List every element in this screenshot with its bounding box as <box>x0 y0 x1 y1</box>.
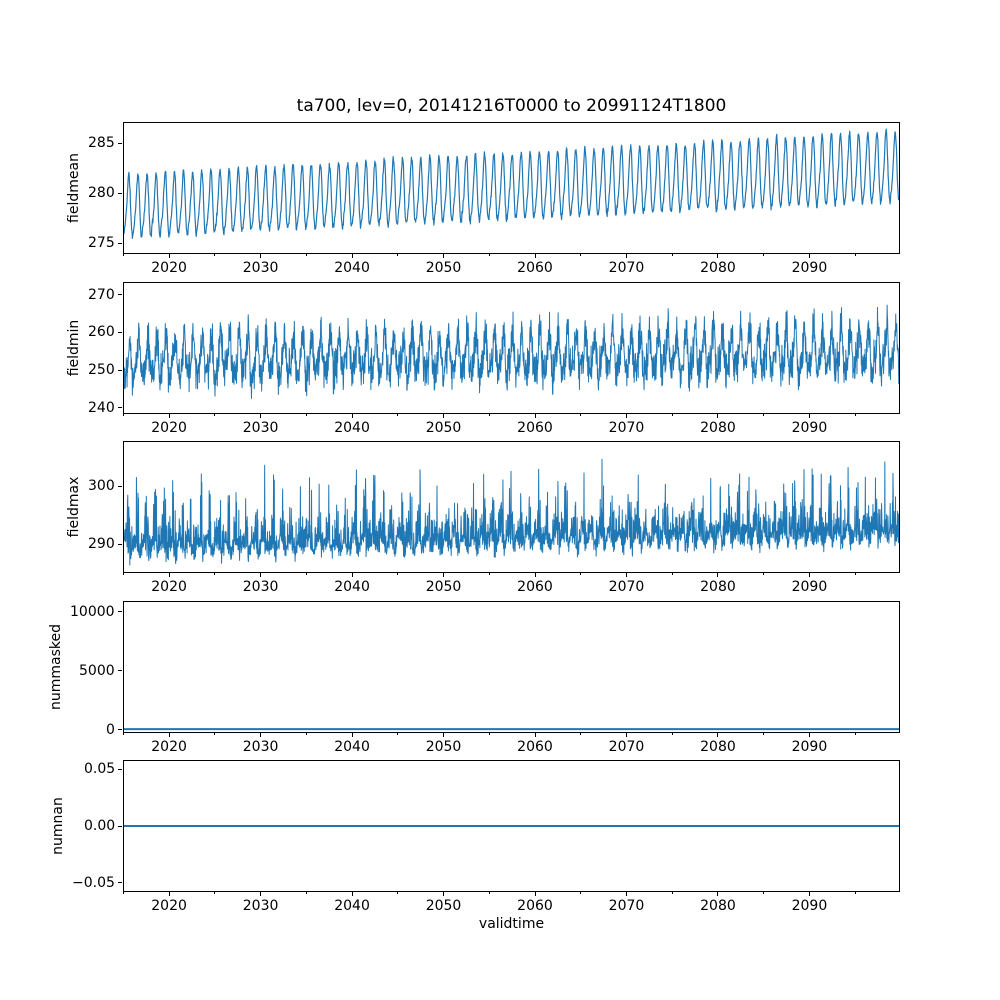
y-tick-label: −0.05 <box>72 874 115 891</box>
x-minor-tick <box>580 254 581 256</box>
x-minor-tick <box>580 414 581 416</box>
x-minor-tick <box>672 573 673 575</box>
x-minor-tick <box>672 892 673 894</box>
x-tick <box>443 414 444 418</box>
x-tick-label: 2080 <box>700 898 736 914</box>
line-series-numnan <box>124 761 899 891</box>
x-minor-tick <box>855 892 856 894</box>
x-tick <box>169 254 170 258</box>
x-tick-label: 2070 <box>608 738 645 755</box>
x-tick <box>260 573 261 577</box>
x-tick-label: 2030 <box>242 419 279 436</box>
x-tick-label: 2050 <box>425 260 462 276</box>
x-tick <box>260 414 261 418</box>
y-tick-label: 285 <box>88 135 115 151</box>
y-tick <box>118 729 122 730</box>
x-minor-tick <box>397 892 398 894</box>
x-tick-label: 2070 <box>608 260 645 276</box>
y-tick <box>118 882 122 883</box>
x-minor-tick <box>672 254 673 256</box>
x-minor-tick <box>855 733 856 735</box>
axes-fieldmin <box>123 282 900 414</box>
x-minor-tick <box>580 573 581 575</box>
y-tick-label: 290 <box>88 536 115 553</box>
x-minor-tick <box>489 573 490 575</box>
x-minor-tick <box>214 892 215 894</box>
y-tick-label: 240 <box>88 399 115 416</box>
x-tick-label: 2090 <box>791 579 828 595</box>
x-tick <box>717 892 718 896</box>
x-minor-tick <box>214 573 215 575</box>
x-tick <box>535 573 536 577</box>
y-axis-label-nummasked: nummasked <box>48 623 64 710</box>
y-tick <box>118 769 122 770</box>
x-tick <box>717 733 718 737</box>
x-minor-tick <box>489 414 490 416</box>
y-tick-label: 10000 <box>70 603 115 620</box>
x-tick-label: 2070 <box>608 419 645 436</box>
x-tick <box>443 254 444 258</box>
x-tick-label: 2030 <box>242 738 279 755</box>
line-series-fieldmin <box>124 283 899 413</box>
chart-title: ta700, lev=0, 20141216T0000 to 20991124T1800 <box>296 96 727 116</box>
x-tick <box>443 892 444 896</box>
x-tick <box>535 892 536 896</box>
x-minor-tick <box>123 414 124 416</box>
y-tick-label: 0.00 <box>84 818 116 834</box>
x-tick-label: 2040 <box>334 260 370 276</box>
x-tick-label: 2050 <box>425 898 462 914</box>
x-tick-label: 2060 <box>517 738 553 755</box>
x-tick <box>626 414 627 418</box>
x-minor-tick <box>489 892 490 894</box>
x-minor-tick <box>672 733 673 735</box>
line-series-fieldmax <box>124 442 899 572</box>
x-minor-tick <box>306 414 307 416</box>
x-tick-label: 2060 <box>517 260 553 276</box>
x-minor-tick <box>489 733 490 735</box>
y-tick-label: 0.05 <box>84 761 116 778</box>
x-tick <box>169 733 170 737</box>
x-tick-label: 2070 <box>608 898 645 914</box>
line-series-nummasked <box>124 602 899 732</box>
x-tick-label: 2040 <box>334 738 370 755</box>
x-tick <box>260 733 261 737</box>
y-tick <box>118 826 122 827</box>
x-tick-label: 2060 <box>517 579 553 595</box>
x-tick <box>809 573 810 577</box>
x-tick <box>443 733 444 737</box>
y-tick-label: 0 <box>106 721 115 738</box>
x-minor-tick <box>855 254 856 256</box>
y-tick <box>118 143 122 144</box>
x-tick-label: 2070 <box>608 579 645 595</box>
y-tick <box>118 544 122 545</box>
y-tick <box>118 332 122 333</box>
x-tick-label: 2050 <box>425 579 462 595</box>
line-series-fieldmean <box>124 123 899 253</box>
axes-fieldmean <box>123 122 900 254</box>
x-tick <box>352 573 353 577</box>
y-tick <box>118 243 122 244</box>
x-tick-label: 2090 <box>791 260 828 276</box>
x-tick-label: 2090 <box>791 898 828 914</box>
y-tick-label: 270 <box>88 286 115 303</box>
x-minor-tick <box>763 414 764 416</box>
x-tick <box>352 733 353 737</box>
axes-nummasked <box>123 601 900 733</box>
x-minor-tick <box>580 892 581 894</box>
x-tick <box>260 254 261 258</box>
x-minor-tick <box>123 892 124 894</box>
y-axis-label-fieldmean: fieldmean <box>66 153 82 223</box>
x-tick <box>443 573 444 577</box>
x-tick-label: 2060 <box>517 898 553 914</box>
y-axis-label-numnan: numnan <box>50 797 66 855</box>
x-tick-label: 2020 <box>151 260 187 276</box>
x-minor-tick <box>489 254 490 256</box>
x-tick-label: 2040 <box>334 419 370 436</box>
x-tick <box>626 573 627 577</box>
y-tick-label: 280 <box>88 185 115 201</box>
x-tick-label: 2040 <box>334 579 370 595</box>
y-tick-label: 250 <box>88 362 115 379</box>
x-minor-tick <box>123 573 124 575</box>
x-tick <box>352 414 353 418</box>
x-minor-tick <box>763 254 764 256</box>
x-tick-label: 2090 <box>791 419 828 436</box>
y-tick-label: 5000 <box>79 662 115 679</box>
x-tick <box>169 414 170 418</box>
x-tick <box>626 892 627 896</box>
y-tick <box>118 370 122 371</box>
x-minor-tick <box>397 573 398 575</box>
x-tick <box>260 892 261 896</box>
x-tick-label: 2020 <box>151 898 187 914</box>
y-tick <box>118 486 122 487</box>
x-tick <box>626 733 627 737</box>
y-tick <box>118 611 122 612</box>
x-minor-tick <box>397 414 398 416</box>
y-axis-label-fieldmax: fieldmax <box>66 476 82 538</box>
x-minor-tick <box>855 414 856 416</box>
x-minor-tick <box>763 892 764 894</box>
x-minor-tick <box>214 414 215 416</box>
x-tick <box>535 733 536 737</box>
x-minor-tick <box>306 254 307 256</box>
x-minor-tick <box>214 254 215 256</box>
x-tick <box>169 892 170 896</box>
x-axis-label: validtime <box>478 916 545 932</box>
y-tick-label: 300 <box>88 478 115 495</box>
x-tick <box>809 892 810 896</box>
x-tick <box>352 892 353 896</box>
x-tick <box>809 254 810 258</box>
x-minor-tick <box>306 573 307 575</box>
x-tick-label: 2080 <box>700 738 736 755</box>
x-tick <box>626 254 627 258</box>
x-tick-label: 2080 <box>700 419 736 436</box>
x-tick <box>535 414 536 418</box>
y-axis-label-fieldmin: fieldmin <box>66 319 82 376</box>
x-tick <box>717 573 718 577</box>
x-tick-label: 2040 <box>334 898 370 914</box>
x-tick-label: 2050 <box>425 419 462 436</box>
x-minor-tick <box>214 733 215 735</box>
axes-numnan <box>123 760 900 892</box>
x-minor-tick <box>397 254 398 256</box>
y-tick-label: 275 <box>88 235 115 251</box>
x-tick-label: 2020 <box>151 738 187 755</box>
y-tick-label: 260 <box>88 324 115 341</box>
x-minor-tick <box>123 254 124 256</box>
x-minor-tick <box>672 414 673 416</box>
x-minor-tick <box>123 733 124 735</box>
x-tick-label: 2030 <box>242 579 279 595</box>
x-minor-tick <box>580 733 581 735</box>
x-tick-label: 2030 <box>242 898 279 914</box>
x-minor-tick <box>306 892 307 894</box>
y-tick <box>118 294 122 295</box>
x-tick-label: 2050 <box>425 738 462 755</box>
x-tick <box>169 573 170 577</box>
x-tick <box>809 733 810 737</box>
x-tick <box>809 414 810 418</box>
x-minor-tick <box>763 733 764 735</box>
x-tick-label: 2080 <box>700 579 736 595</box>
x-minor-tick <box>763 573 764 575</box>
x-tick <box>352 254 353 258</box>
x-tick-label: 2030 <box>242 260 279 276</box>
x-minor-tick <box>397 733 398 735</box>
y-tick <box>118 670 122 671</box>
x-minor-tick <box>855 573 856 575</box>
x-tick <box>535 254 536 258</box>
x-tick-label: 2080 <box>700 260 736 276</box>
x-tick-label: 2020 <box>151 419 187 436</box>
x-tick-label: 2020 <box>151 579 187 595</box>
x-tick-label: 2090 <box>791 738 828 755</box>
y-tick <box>118 193 122 194</box>
y-tick <box>118 407 122 408</box>
x-tick-label: 2060 <box>517 419 553 436</box>
x-minor-tick <box>306 733 307 735</box>
x-tick <box>717 254 718 258</box>
x-tick <box>717 414 718 418</box>
axes-fieldmax <box>123 441 900 573</box>
